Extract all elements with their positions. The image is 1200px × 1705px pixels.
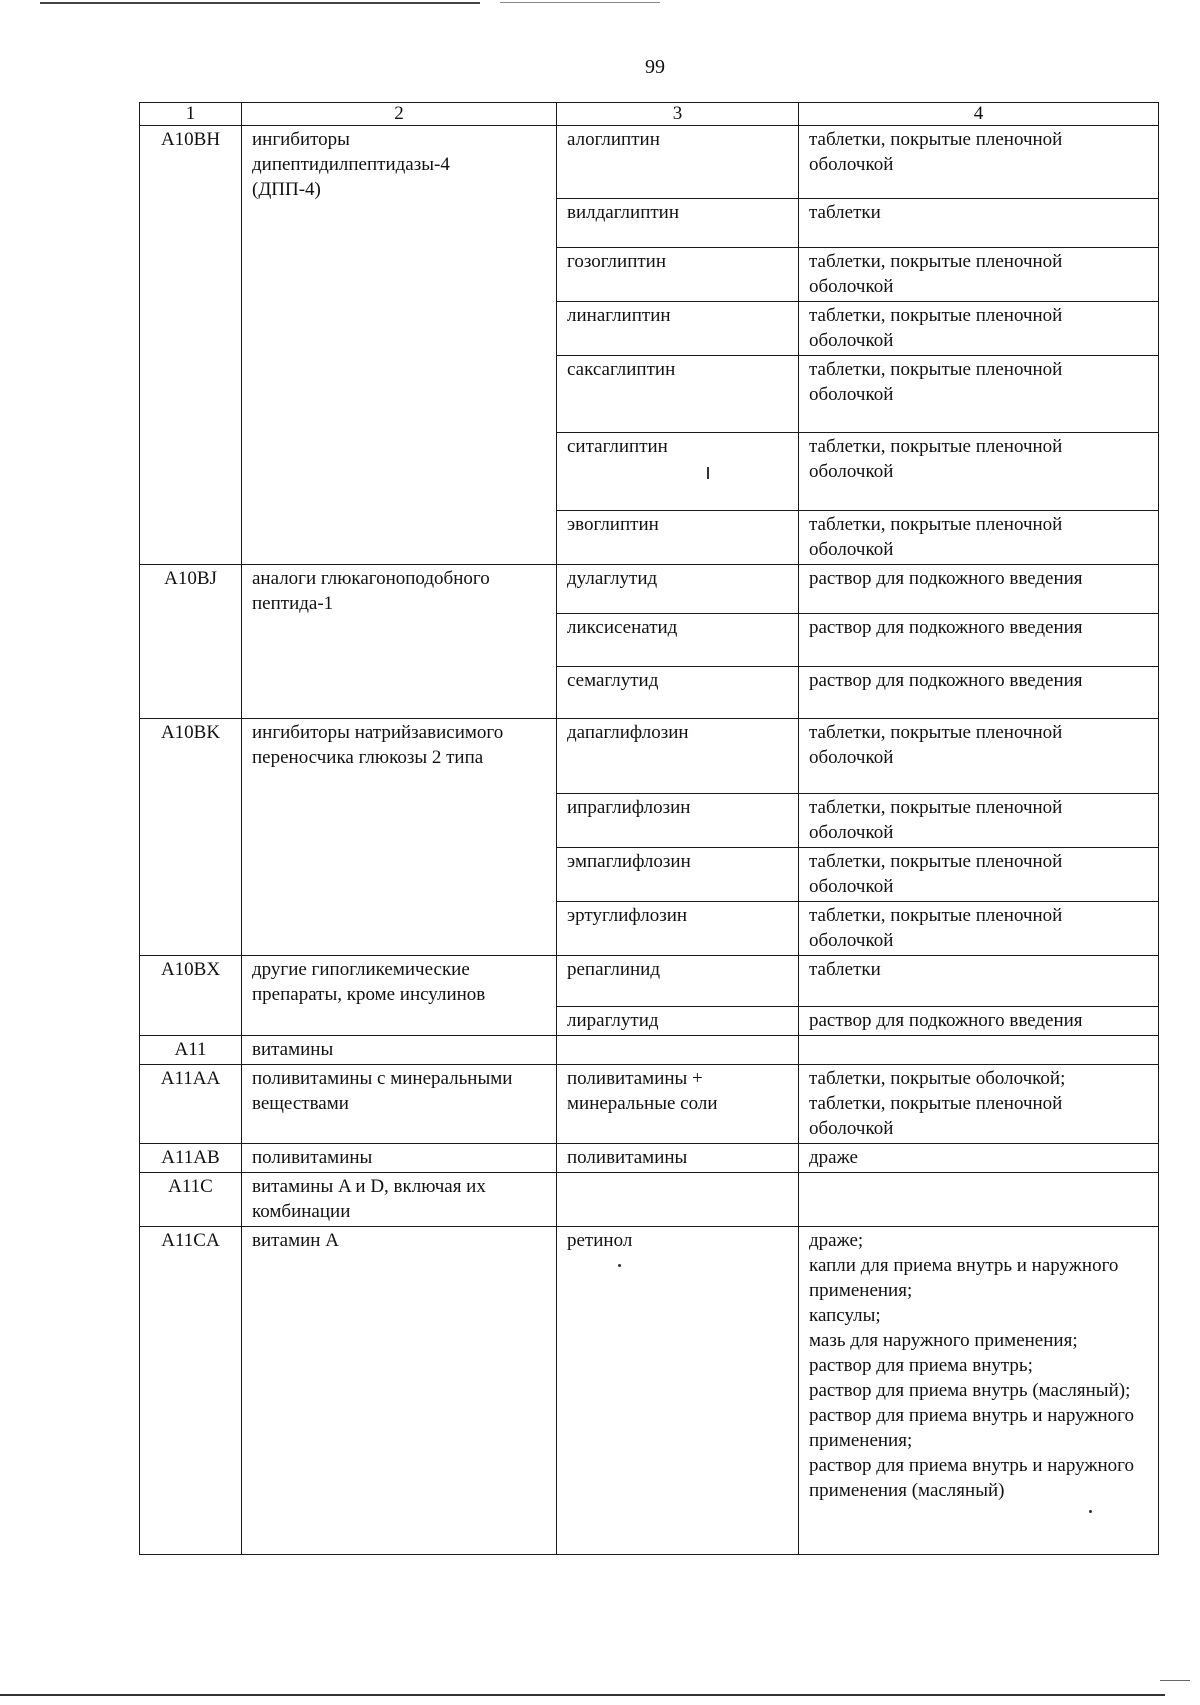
dosage-form: раствор для подкожного введения xyxy=(799,1007,1159,1036)
atc-code: A10BH xyxy=(140,126,242,565)
atc-code: A11AB xyxy=(140,1144,242,1173)
page-number: 99 xyxy=(645,56,665,78)
scan-edge-line xyxy=(0,1694,1165,1696)
scan-mark xyxy=(707,467,709,479)
dosage-form: раствор для подкожного введения xyxy=(799,614,1159,667)
group-name: витамины xyxy=(242,1036,557,1065)
dosage-form: таблетки, покрытые пленочной оболочкой xyxy=(799,794,1159,848)
substance-name: ипраглифлозин xyxy=(557,794,799,848)
table-row xyxy=(140,1036,1159,1065)
substance-name: ретинол xyxy=(557,1227,799,1555)
dosage-form-line: раствор для приема внутрь; xyxy=(809,1355,1033,1376)
substance-name: семаглутид xyxy=(557,667,799,719)
group-name: поливитамины с минеральными веществами xyxy=(242,1065,557,1144)
dosage-form xyxy=(799,1227,1159,1555)
dosage-form-line: раствор для приема внутрь (масляный); xyxy=(809,1380,1131,1401)
dosage-form-line: мазь для наружного применения; xyxy=(809,1330,1078,1351)
substance-name: поливитамины xyxy=(557,1144,799,1173)
column-number: 1 xyxy=(140,103,242,126)
table-row xyxy=(140,126,1159,199)
empty-cell xyxy=(557,1173,799,1227)
scan-dot xyxy=(618,1264,621,1267)
scan-edge-line xyxy=(40,2,480,4)
substance-name: эвоглиптин xyxy=(557,511,799,565)
atc-code: A11AA xyxy=(140,1065,242,1144)
atc-code: A10BJ xyxy=(140,565,242,719)
drug-classification-table xyxy=(139,102,1159,1555)
dosage-form: таблетки, покрытые пленочной оболочкой xyxy=(799,302,1159,356)
scan-edge-line xyxy=(1160,1680,1190,1681)
dosage-form: таблетки, покрытые пленочной оболочкой xyxy=(799,848,1159,902)
dosage-form: таблетки, покрытые пленочной оболочкой xyxy=(799,248,1159,302)
dosage-form-line: раствор для приема внутрь и наружного применения (масляный) xyxy=(809,1455,1134,1501)
substance-name: дулаглутид xyxy=(557,565,799,614)
substance-name: вилдаглиптин xyxy=(557,199,799,248)
column-number: 4 xyxy=(799,103,1159,126)
scan-edge-line xyxy=(500,2,660,3)
dosage-form-line: капсулы; xyxy=(809,1305,881,1326)
empty-cell xyxy=(799,1173,1159,1227)
dosage-form: раствор для подкожного введения xyxy=(799,565,1159,614)
dosage-form: таблетки xyxy=(799,956,1159,1007)
atc-code: A11CA xyxy=(140,1227,242,1555)
group-name: ингибиторы дипептидилпептидазы-4 (ДПП-4) xyxy=(242,126,557,565)
group-name: ингибиторы натрийзависимого переносчика глюкозы 2 типа xyxy=(242,719,557,956)
atc-code: A11C xyxy=(140,1173,242,1227)
dosage-form: таблетки, покрытые пленочной оболочкой xyxy=(799,356,1159,433)
table-row xyxy=(140,565,1159,614)
dosage-form: драже xyxy=(799,1144,1159,1173)
substance-name: саксаглиптин xyxy=(557,356,799,433)
empty-cell xyxy=(799,1036,1159,1065)
dosage-form-line: драже; xyxy=(809,1230,864,1251)
substance-name: лираглутид xyxy=(557,1007,799,1036)
substance-name: поливитамины + минеральные соли xyxy=(557,1065,799,1144)
table-row xyxy=(140,956,1159,1007)
substance-name: репаглинид xyxy=(557,956,799,1007)
group-name: поливитамины xyxy=(242,1144,557,1173)
dosage-form: таблетки, покрытые пленочной оболочкой xyxy=(799,511,1159,565)
column-number: 3 xyxy=(557,103,799,126)
dosage-form xyxy=(799,1065,1159,1144)
substance-name: ситаглиптин xyxy=(557,433,799,511)
substance-name: гозоглиптин xyxy=(557,248,799,302)
column-number: 2 xyxy=(242,103,557,126)
dosage-form: раствор для подкожного введения xyxy=(799,667,1159,719)
group-name: витамин A xyxy=(242,1227,557,1555)
table-row xyxy=(140,1144,1159,1173)
atc-code: A11 xyxy=(140,1036,242,1065)
scan-dot xyxy=(1089,1510,1092,1513)
substance-name: алоглиптин xyxy=(557,126,799,199)
substance-name: дапаглифлозин xyxy=(557,719,799,794)
dosage-form: таблетки, покрытые пленочной оболочкой xyxy=(799,902,1159,956)
dosage-form: таблетки xyxy=(799,199,1159,248)
dosage-form-line: раствор для приема внутрь и наружного применения; xyxy=(809,1405,1134,1451)
substance-name: эмпаглифлозин xyxy=(557,848,799,902)
table-header-row xyxy=(140,103,1159,126)
substance-name: эртуглифлозин xyxy=(557,902,799,956)
dosage-form: таблетки, покрытые пленочной оболочкой xyxy=(799,433,1159,511)
dosage-form-line: таблетки, покрытые оболочкой; xyxy=(809,1068,1066,1089)
table-row xyxy=(140,1227,1159,1555)
substance-name: ликсисенатид xyxy=(557,614,799,667)
dosage-form: таблетки, покрытые пленочной оболочкой xyxy=(799,719,1159,794)
table-row xyxy=(140,1173,1159,1227)
atc-code: A10BK xyxy=(140,719,242,956)
table-row xyxy=(140,1065,1159,1144)
empty-cell xyxy=(557,1036,799,1065)
group-name: витамины A и D, включая их комбинации xyxy=(242,1173,557,1227)
group-name: другие гипогликемические препараты, кроме инсулинов xyxy=(242,956,557,1036)
dosage-form-line: капли для приема внутрь и наружного применения; xyxy=(809,1255,1119,1301)
dosage-form-line: таблетки, покрытые пленочной оболочкой xyxy=(809,1093,1063,1139)
table-row xyxy=(140,719,1159,794)
dosage-form: таблетки, покрытые пленочной оболочкой xyxy=(799,126,1159,199)
substance-name: линаглиптин xyxy=(557,302,799,356)
atc-code: A10BX xyxy=(140,956,242,1036)
group-name: аналоги глюкагоноподобного пептида-1 xyxy=(242,565,557,719)
